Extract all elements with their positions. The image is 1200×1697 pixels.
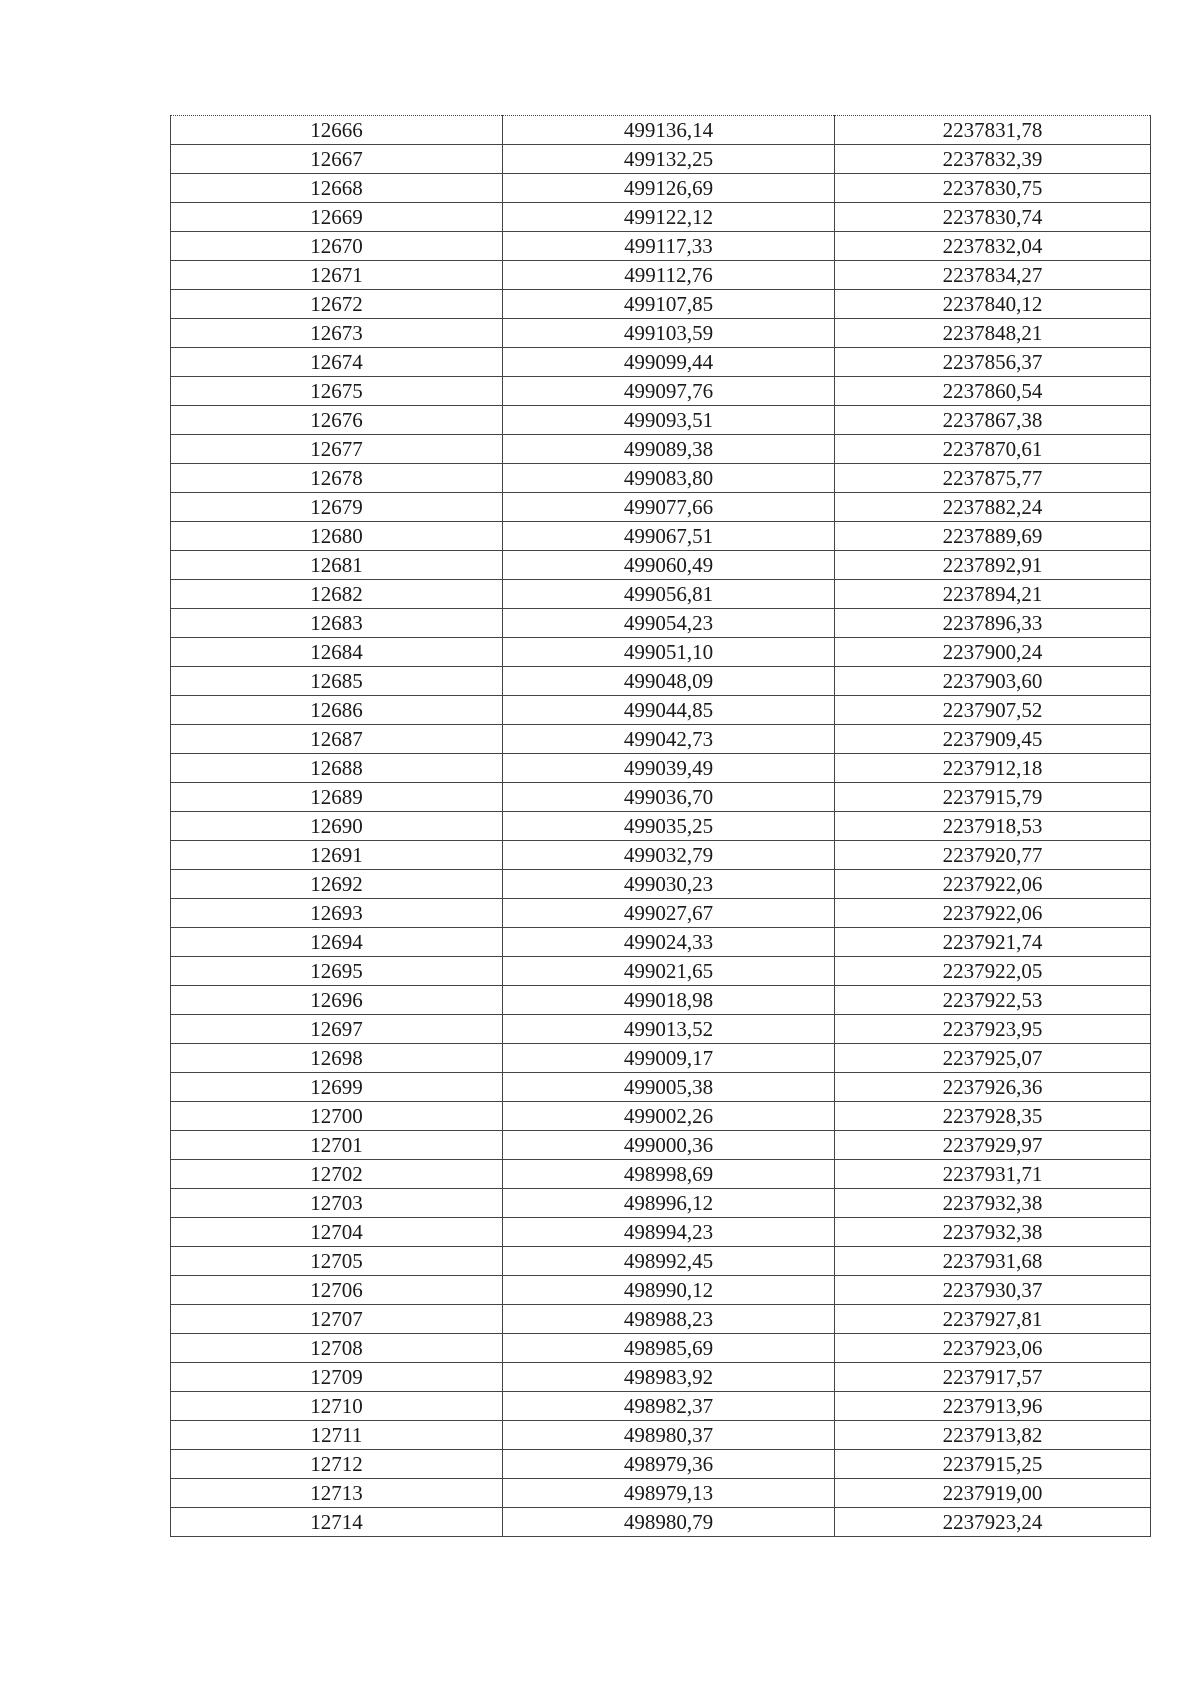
table-row — [171, 522, 1151, 551]
x-coordinate-cell: 499021,65 — [503, 957, 835, 986]
point-number-cell: 12669 — [171, 203, 503, 232]
x-coordinate-cell: 499099,44 — [503, 348, 835, 377]
x-coordinate-cell: 498979,36 — [503, 1450, 835, 1479]
table-row — [171, 812, 1151, 841]
x-coordinate-cell: 499067,51 — [503, 522, 835, 551]
table-row — [171, 1044, 1151, 1073]
point-number-cell: 12714 — [171, 1508, 503, 1537]
point-number-cell: 12678 — [171, 464, 503, 493]
table-row — [171, 174, 1151, 203]
point-number-cell: 12679 — [171, 493, 503, 522]
table-row — [171, 435, 1151, 464]
y-coordinate-cell: 2237913,96 — [835, 1392, 1151, 1421]
table-row — [171, 116, 1151, 145]
x-coordinate-cell: 498994,23 — [503, 1218, 835, 1247]
table-row — [171, 1334, 1151, 1363]
y-coordinate-cell: 2237918,53 — [835, 812, 1151, 841]
y-coordinate-cell: 2237923,95 — [835, 1015, 1151, 1044]
y-coordinate-cell: 2237894,21 — [835, 580, 1151, 609]
x-coordinate-cell: 499044,85 — [503, 696, 835, 725]
y-coordinate-cell: 2237931,71 — [835, 1160, 1151, 1189]
point-number-cell: 12675 — [171, 377, 503, 406]
y-coordinate-cell: 2237931,68 — [835, 1247, 1151, 1276]
x-coordinate-cell: 498980,79 — [503, 1508, 835, 1537]
point-number-cell: 12703 — [171, 1189, 503, 1218]
table-row — [171, 754, 1151, 783]
point-number-cell: 12698 — [171, 1044, 503, 1073]
x-coordinate-cell: 499005,38 — [503, 1073, 835, 1102]
y-coordinate-cell: 2237903,60 — [835, 667, 1151, 696]
x-coordinate-cell: 499036,70 — [503, 783, 835, 812]
y-coordinate-cell: 2237830,74 — [835, 203, 1151, 232]
table-row — [171, 957, 1151, 986]
y-coordinate-cell: 2237830,75 — [835, 174, 1151, 203]
x-coordinate-cell: 499032,79 — [503, 841, 835, 870]
table-row — [171, 348, 1151, 377]
y-coordinate-cell: 2237928,35 — [835, 1102, 1151, 1131]
x-coordinate-cell: 499132,25 — [503, 145, 835, 174]
x-coordinate-cell: 499122,12 — [503, 203, 835, 232]
x-coordinate-cell: 499002,26 — [503, 1102, 835, 1131]
table-row — [171, 261, 1151, 290]
point-number-cell: 12676 — [171, 406, 503, 435]
table-row — [171, 725, 1151, 754]
y-coordinate-cell: 2237920,77 — [835, 841, 1151, 870]
y-coordinate-cell: 2237915,25 — [835, 1450, 1151, 1479]
x-coordinate-cell: 499048,09 — [503, 667, 835, 696]
point-number-cell: 12666 — [171, 116, 503, 145]
point-number-cell: 12691 — [171, 841, 503, 870]
point-number-cell: 12674 — [171, 348, 503, 377]
point-number-cell: 12684 — [171, 638, 503, 667]
table-row — [171, 493, 1151, 522]
y-coordinate-cell: 2237834,27 — [835, 261, 1151, 290]
x-coordinate-cell: 499035,25 — [503, 812, 835, 841]
x-coordinate-cell: 499077,66 — [503, 493, 835, 522]
y-coordinate-cell: 2237913,82 — [835, 1421, 1151, 1450]
x-coordinate-cell: 499089,38 — [503, 435, 835, 464]
point-number-cell: 12705 — [171, 1247, 503, 1276]
y-coordinate-cell: 2237923,06 — [835, 1334, 1151, 1363]
table-row — [171, 1218, 1151, 1247]
y-coordinate-cell: 2237915,79 — [835, 783, 1151, 812]
table-row — [171, 1479, 1151, 1508]
x-coordinate-cell: 499042,73 — [503, 725, 835, 754]
y-coordinate-cell: 2237923,24 — [835, 1508, 1151, 1537]
y-coordinate-cell: 2237922,06 — [835, 899, 1151, 928]
point-number-cell: 12677 — [171, 435, 503, 464]
point-number-cell: 12708 — [171, 1334, 503, 1363]
x-coordinate-cell: 499117,33 — [503, 232, 835, 261]
x-coordinate-cell: 498983,92 — [503, 1363, 835, 1392]
point-number-cell: 12709 — [171, 1363, 503, 1392]
x-coordinate-cell: 499018,98 — [503, 986, 835, 1015]
x-coordinate-cell: 499024,33 — [503, 928, 835, 957]
table-row — [171, 1392, 1151, 1421]
point-number-cell: 12690 — [171, 812, 503, 841]
table-row — [171, 377, 1151, 406]
point-number-cell: 12672 — [171, 290, 503, 319]
point-number-cell: 12693 — [171, 899, 503, 928]
y-coordinate-cell: 2237925,07 — [835, 1044, 1151, 1073]
table-row — [171, 841, 1151, 870]
table-row — [171, 406, 1151, 435]
table-row — [171, 1450, 1151, 1479]
x-coordinate-cell: 499126,69 — [503, 174, 835, 203]
point-number-cell: 12683 — [171, 609, 503, 638]
table-row — [171, 464, 1151, 493]
point-number-cell: 12681 — [171, 551, 503, 580]
y-coordinate-cell: 2237860,54 — [835, 377, 1151, 406]
x-coordinate-cell: 499039,49 — [503, 754, 835, 783]
y-coordinate-cell: 2237856,37 — [835, 348, 1151, 377]
table-row — [171, 1363, 1151, 1392]
table-row — [171, 1508, 1151, 1537]
point-number-cell: 12702 — [171, 1160, 503, 1189]
x-coordinate-cell: 498992,45 — [503, 1247, 835, 1276]
y-coordinate-cell: 2237848,21 — [835, 319, 1151, 348]
point-number-cell: 12696 — [171, 986, 503, 1015]
table-row — [171, 551, 1151, 580]
point-number-cell: 12689 — [171, 783, 503, 812]
coordinates-table — [170, 115, 1151, 1537]
table-row — [171, 696, 1151, 725]
point-number-cell: 12697 — [171, 1015, 503, 1044]
table-row — [171, 1015, 1151, 1044]
x-coordinate-cell: 498988,23 — [503, 1305, 835, 1334]
y-coordinate-cell: 2237932,38 — [835, 1218, 1151, 1247]
table-row — [171, 1421, 1151, 1450]
y-coordinate-cell: 2237919,00 — [835, 1479, 1151, 1508]
x-coordinate-cell: 499103,59 — [503, 319, 835, 348]
x-coordinate-cell: 498979,13 — [503, 1479, 835, 1508]
x-coordinate-cell: 498982,37 — [503, 1392, 835, 1421]
point-number-cell: 12704 — [171, 1218, 503, 1247]
y-coordinate-cell: 2237889,69 — [835, 522, 1151, 551]
point-number-cell: 12671 — [171, 261, 503, 290]
y-coordinate-cell: 2237922,05 — [835, 957, 1151, 986]
table-row — [171, 638, 1151, 667]
x-coordinate-cell: 498980,37 — [503, 1421, 835, 1450]
point-number-cell: 12682 — [171, 580, 503, 609]
x-coordinate-cell: 499093,51 — [503, 406, 835, 435]
point-number-cell: 12668 — [171, 174, 503, 203]
point-number-cell: 12701 — [171, 1131, 503, 1160]
x-coordinate-cell: 499054,23 — [503, 609, 835, 638]
x-coordinate-cell: 498985,69 — [503, 1334, 835, 1363]
x-coordinate-cell: 498996,12 — [503, 1189, 835, 1218]
table-row — [171, 783, 1151, 812]
table-row — [171, 580, 1151, 609]
table-row — [171, 290, 1151, 319]
y-coordinate-cell: 2237926,36 — [835, 1073, 1151, 1102]
y-coordinate-cell: 2237921,74 — [835, 928, 1151, 957]
point-number-cell: 12686 — [171, 696, 503, 725]
y-coordinate-cell: 2237840,12 — [835, 290, 1151, 319]
x-coordinate-cell: 499060,49 — [503, 551, 835, 580]
point-number-cell: 12694 — [171, 928, 503, 957]
y-coordinate-cell: 2237907,52 — [835, 696, 1151, 725]
point-number-cell: 12687 — [171, 725, 503, 754]
y-coordinate-cell: 2237917,57 — [835, 1363, 1151, 1392]
x-coordinate-cell: 499009,17 — [503, 1044, 835, 1073]
y-coordinate-cell: 2237927,81 — [835, 1305, 1151, 1334]
y-coordinate-cell: 2237922,06 — [835, 870, 1151, 899]
point-number-cell: 12711 — [171, 1421, 503, 1450]
table-row — [171, 1189, 1151, 1218]
table-row — [171, 899, 1151, 928]
table-row — [171, 928, 1151, 957]
table-row — [171, 203, 1151, 232]
table-row — [171, 870, 1151, 899]
y-coordinate-cell: 2237832,39 — [835, 145, 1151, 174]
x-coordinate-cell: 499136,14 — [503, 116, 835, 145]
y-coordinate-cell: 2237896,33 — [835, 609, 1151, 638]
point-number-cell: 12685 — [171, 667, 503, 696]
x-coordinate-cell: 499107,85 — [503, 290, 835, 319]
table-row — [171, 1073, 1151, 1102]
y-coordinate-cell: 2237892,91 — [835, 551, 1151, 580]
table-row — [171, 145, 1151, 174]
x-coordinate-cell: 499051,10 — [503, 638, 835, 667]
x-coordinate-cell: 498990,12 — [503, 1276, 835, 1305]
y-coordinate-cell: 2237870,61 — [835, 435, 1151, 464]
point-number-cell: 12707 — [171, 1305, 503, 1334]
point-number-cell: 12713 — [171, 1479, 503, 1508]
x-coordinate-cell: 498998,69 — [503, 1160, 835, 1189]
table-row — [171, 609, 1151, 638]
coordinates-table-body — [171, 116, 1151, 1537]
point-number-cell: 12706 — [171, 1276, 503, 1305]
y-coordinate-cell: 2237932,38 — [835, 1189, 1151, 1218]
point-number-cell: 12695 — [171, 957, 503, 986]
table-row — [171, 667, 1151, 696]
table-row — [171, 1305, 1151, 1334]
x-coordinate-cell: 499000,36 — [503, 1131, 835, 1160]
table-row — [171, 232, 1151, 261]
point-number-cell: 12667 — [171, 145, 503, 174]
x-coordinate-cell: 499056,81 — [503, 580, 835, 609]
x-coordinate-cell: 499097,76 — [503, 377, 835, 406]
point-number-cell: 12673 — [171, 319, 503, 348]
point-number-cell: 12680 — [171, 522, 503, 551]
table-row — [171, 986, 1151, 1015]
y-coordinate-cell: 2237900,24 — [835, 638, 1151, 667]
x-coordinate-cell: 499013,52 — [503, 1015, 835, 1044]
y-coordinate-cell: 2237930,37 — [835, 1276, 1151, 1305]
point-number-cell: 12699 — [171, 1073, 503, 1102]
table-row — [171, 1102, 1151, 1131]
y-coordinate-cell: 2237922,53 — [835, 986, 1151, 1015]
x-coordinate-cell: 499083,80 — [503, 464, 835, 493]
table-row — [171, 1160, 1151, 1189]
point-number-cell: 12700 — [171, 1102, 503, 1131]
x-coordinate-cell: 499112,76 — [503, 261, 835, 290]
x-coordinate-cell: 499027,67 — [503, 899, 835, 928]
y-coordinate-cell: 2237882,24 — [835, 493, 1151, 522]
y-coordinate-cell: 2237831,78 — [835, 116, 1151, 145]
x-coordinate-cell: 499030,23 — [503, 870, 835, 899]
y-coordinate-cell: 2237912,18 — [835, 754, 1151, 783]
y-coordinate-cell: 2237929,97 — [835, 1131, 1151, 1160]
point-number-cell: 12692 — [171, 870, 503, 899]
table-row — [171, 1247, 1151, 1276]
y-coordinate-cell: 2237875,77 — [835, 464, 1151, 493]
point-number-cell: 12710 — [171, 1392, 503, 1421]
y-coordinate-cell: 2237867,38 — [835, 406, 1151, 435]
point-number-cell: 12670 — [171, 232, 503, 261]
table-row — [171, 1131, 1151, 1160]
table-row — [171, 1276, 1151, 1305]
table-row — [171, 319, 1151, 348]
point-number-cell: 12688 — [171, 754, 503, 783]
point-number-cell: 12712 — [171, 1450, 503, 1479]
y-coordinate-cell: 2237832,04 — [835, 232, 1151, 261]
y-coordinate-cell: 2237909,45 — [835, 725, 1151, 754]
